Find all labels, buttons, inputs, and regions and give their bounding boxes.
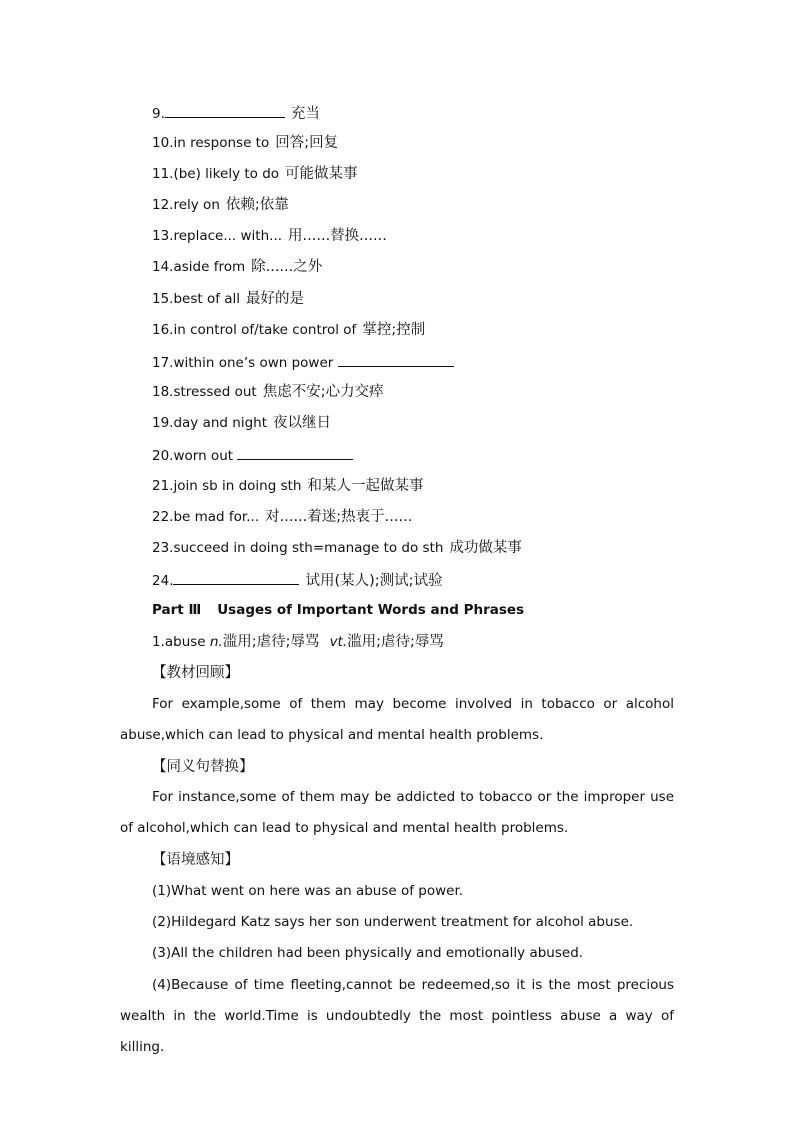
example-sentence: (3)All the children had been physically and emotionally abused. xyxy=(152,945,584,961)
vocab-item-11 xyxy=(152,165,358,183)
vocab-meaning: 焦虑不安;心力交瘁 xyxy=(262,384,384,400)
example-paragraph xyxy=(120,970,674,1063)
synonym-paragraph xyxy=(120,782,674,844)
vocab-phrase: 18.stressed out xyxy=(152,384,257,400)
vocab-item-15 xyxy=(152,290,304,308)
vocab-item-19 xyxy=(152,414,331,432)
vocab-meaning: 最好的是 xyxy=(246,291,305,307)
vocab-phrase: 19.day and night xyxy=(152,415,268,431)
vocab-phrase: 13.replace... with... xyxy=(152,228,283,244)
vocab-meaning: 除......之外 xyxy=(251,259,323,275)
vocab-number: 24. xyxy=(152,573,174,589)
vocab-item-10 xyxy=(152,134,338,152)
review-paragraph xyxy=(120,689,674,751)
vocab-meaning: 充当 xyxy=(290,106,320,122)
vocab-meaning: 可能做某事 xyxy=(285,166,358,182)
vocab-phrase: 17.within one’s own power xyxy=(152,355,334,371)
vocab-meaning: 掌控;控制 xyxy=(362,322,426,338)
vocab-item-14 xyxy=(152,258,322,276)
vocab-item-23 xyxy=(152,539,522,557)
vocab-phrase: 10.in response to xyxy=(152,135,270,151)
vocab-meaning: 用......替换...... xyxy=(288,228,387,244)
vocab-meaning: 对......着迷;热衷于...... xyxy=(265,509,413,525)
vocab-number: 9. xyxy=(152,106,165,122)
vocab-item-22 xyxy=(152,508,412,526)
vocab-item-17 xyxy=(152,352,454,372)
vocab-item-18 xyxy=(152,383,384,401)
vocab-phrase: 16.in control of/take control of xyxy=(152,322,357,338)
entry-meaning: 滥用;虐待;辱骂 xyxy=(222,634,320,650)
entry-meaning: 滥用;虐待;辱骂 xyxy=(347,634,444,650)
context-heading: 【语境感知】 xyxy=(152,852,239,868)
example-sentence: (1)What went on here was an abuse of power. xyxy=(152,883,464,899)
vocab-item-13 xyxy=(152,227,387,245)
answer-blank[interactable] xyxy=(237,445,353,460)
example-sentence: (4)Because of time fleeting,cannot be redeemed,so it is the most precious wealth in the world.Time is undoubtedly the most pointless abuse a way of killing. xyxy=(120,977,674,1055)
synonym-heading: 【同义句替换】 xyxy=(152,759,254,775)
answer-blank[interactable] xyxy=(173,570,299,585)
vocab-meaning: 成功做某事 xyxy=(449,540,522,556)
part-title: Usages of Important Words and Phrases xyxy=(217,602,525,618)
word-entry xyxy=(152,633,444,651)
vocab-phrase: 23.succeed in doing sth=manage to do sth xyxy=(152,540,444,556)
vocab-item-9 xyxy=(152,103,320,123)
part-heading xyxy=(152,601,524,619)
review-text: For example,some of them may become involved in tobacco or alcohol abuse,which can lead to physical and mental health problems. xyxy=(120,696,674,743)
vocab-item-16 xyxy=(152,321,425,339)
vocab-phrase: 20.worn out xyxy=(152,448,234,464)
vocab-item-20 xyxy=(152,445,353,465)
synonym-text: For instance,some of them may be addicted to tobacco or the improper use of alcohol,which can lead to physical and mental health problems. xyxy=(120,789,674,836)
vocab-meaning: 试用(某人);测试;试验 xyxy=(305,573,443,589)
vocab-meaning: 夜以继日 xyxy=(273,415,332,431)
part-label: Part Ⅲ xyxy=(152,602,202,618)
vocab-meaning: 回答;回复 xyxy=(275,135,339,151)
vocab-phrase: 21.join sb in doing sth xyxy=(152,478,302,494)
answer-blank[interactable] xyxy=(165,103,285,118)
example-sentence: (2)Hildegard Katz says her son underwent treatment for alcohol abuse. xyxy=(152,914,634,930)
answer-blank[interactable] xyxy=(338,352,454,367)
vocab-phrase: 14.aside from xyxy=(152,259,246,275)
entry-pos: n. xyxy=(209,634,223,650)
vocab-item-21 xyxy=(152,477,423,495)
vocab-item-12 xyxy=(152,196,289,214)
vocab-phrase: 11.(be) likely to do xyxy=(152,166,280,182)
vocab-meaning: 和某人一起做某事 xyxy=(307,478,424,494)
vocab-phrase: 12.rely on xyxy=(152,197,220,213)
review-heading: 【教材回顾】 xyxy=(152,665,239,681)
vocab-phrase: 15.best of all xyxy=(152,291,241,307)
vocab-meaning: 依赖;依靠 xyxy=(225,197,289,213)
vocab-phrase: 22.be mad for... xyxy=(152,509,260,525)
entry-word: 1.abuse xyxy=(152,634,210,650)
vocab-item-24 xyxy=(152,570,443,590)
entry-pos: vt. xyxy=(329,634,348,650)
